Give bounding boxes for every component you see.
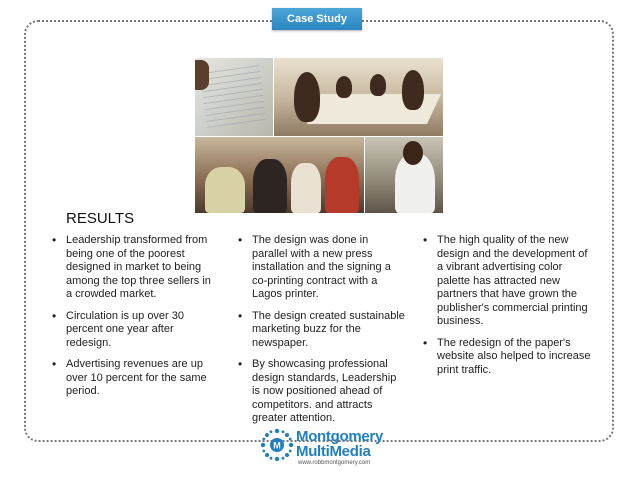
logo-url: www.robbmontgomery.com xyxy=(298,460,371,466)
list-item xyxy=(238,310,406,351)
results-column-3 xyxy=(423,234,591,385)
speaker-head xyxy=(403,141,423,165)
list-item xyxy=(52,310,216,351)
list-item-text: The design created sustainable marketing buzz for the newspaper. xyxy=(252,309,405,349)
list-item-text: The design was done in parallel with a new press installation and the signing a co-printing contract with a Lagos printer. xyxy=(252,234,391,300)
bullet: • xyxy=(52,308,57,323)
list-item-text: The redesign of the paper's website also helped to increase print traffic. xyxy=(437,336,591,376)
photo-person xyxy=(253,159,287,213)
results-column-2 xyxy=(238,234,406,434)
logo-line-2: MultiMedia xyxy=(296,443,371,460)
bullet: • xyxy=(238,308,243,323)
results-heading: RESULTS xyxy=(66,210,135,227)
logo-mark-letter: M xyxy=(273,440,281,451)
photo-person xyxy=(336,76,352,98)
list-item-text: The high quality of the new design and the development of a vibrant advertising color palette has attracted new partners that have grown the publisher's commercial printing business. xyxy=(437,234,588,327)
bullet: • xyxy=(238,357,243,371)
photo-person xyxy=(325,157,359,213)
list-item-text: Leadership transformed from being one of the poorest designed in market to being among the top three sellers in a crowded market. xyxy=(66,234,211,300)
photo-documents xyxy=(195,58,273,136)
list-item xyxy=(423,234,591,329)
starburst-logo-icon xyxy=(260,428,294,462)
bullet: • xyxy=(423,335,428,350)
photo-person xyxy=(291,163,321,213)
bullet: • xyxy=(52,357,57,371)
photo-collage xyxy=(195,58,443,213)
photo-person xyxy=(294,72,320,122)
list-item xyxy=(238,358,406,426)
list-item xyxy=(238,234,406,302)
logo-line-1: Montgomery xyxy=(296,428,384,445)
bullet: • xyxy=(52,233,57,247)
list-item xyxy=(52,234,216,302)
photo-meeting-room xyxy=(274,58,443,136)
list-item-text: Advertising revenues are up over 10 percent for the same period. xyxy=(66,358,207,397)
list-item xyxy=(423,337,591,378)
case-study-tab: Case Study xyxy=(272,8,362,30)
photo-workshop-group xyxy=(195,137,364,213)
results-column-1 xyxy=(52,234,216,407)
list-item-text: By showcasing professional design standards, Leadership is now positioned ahead of competitors. and attracts greater attention. xyxy=(252,358,397,424)
bullet: • xyxy=(238,233,243,247)
montgomery-multimedia-logo xyxy=(260,426,390,470)
list-item-text: Circulation is up over 30 percent one year after redesign. xyxy=(66,309,185,349)
list-item xyxy=(52,358,216,399)
photo-person xyxy=(402,70,424,110)
bullet: • xyxy=(423,233,428,247)
photo-hand xyxy=(195,60,209,90)
photo-person xyxy=(370,74,386,96)
photo-person xyxy=(205,167,245,213)
document-lines xyxy=(199,64,266,128)
photo-speaker xyxy=(365,137,443,213)
